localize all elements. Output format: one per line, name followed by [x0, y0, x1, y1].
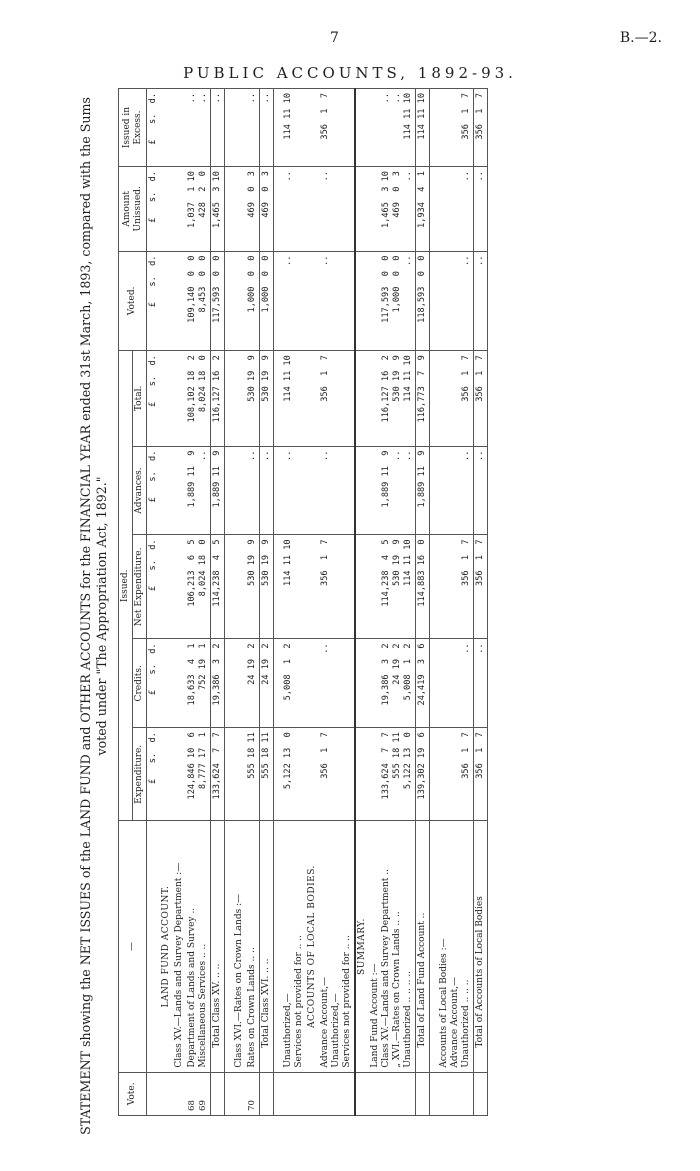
- empty-cell: [306, 251, 319, 351]
- amount-cell: 5,122 13 0: [282, 728, 306, 821]
- amount-cell: ..: [474, 251, 488, 351]
- vote-number: [260, 1072, 274, 1115]
- empty-cell: [355, 535, 369, 639]
- section-heading: ACCOUNTS OF LOCAL BODIES.: [306, 821, 319, 1072]
- amount-cell: ..: [438, 251, 474, 351]
- row-label: Total of Land Fund Account ..: [416, 821, 430, 1072]
- amount-cell: [233, 446, 246, 535]
- spacer-cell: [274, 728, 283, 821]
- amount-cell: ..: [282, 446, 306, 535]
- amount-cell: ..: [246, 89, 260, 167]
- amount-cell: 356 1 7: [474, 535, 488, 639]
- vote-cell: [306, 1072, 319, 1115]
- row-label: Accounts of Local Bodies :— Advance Account,— Unauthorized .. .. ..: [438, 821, 474, 1072]
- amount-cell: [173, 351, 186, 446]
- vote-number: [369, 1072, 416, 1115]
- row-label: Department of Lands and Survey .. Miscellaneous Services .. ..: [186, 821, 211, 1072]
- page-title: PUBLIC ACCOUNTS, 1892-93.: [183, 64, 517, 82]
- voted-header: Voted.: [119, 251, 147, 351]
- amount-cell: 116,127 16 2 530 19 9 114 11 10: [369, 351, 416, 446]
- spacer-cell: [225, 1072, 234, 1115]
- table-row: [233, 89, 246, 1116]
- amount-cell: [173, 167, 186, 251]
- amount-cell: 114 11 10: [282, 351, 306, 446]
- amount-cell: 109,140 0 0 8,453 0 0: [186, 251, 211, 351]
- spacer-cell: [225, 728, 234, 821]
- amount-cell: ..: [474, 167, 488, 251]
- amount-cell: 356 1 7: [438, 535, 474, 639]
- spacer-cell: [225, 446, 234, 535]
- amount-cell: ..: [260, 89, 274, 167]
- page-reference: B.—2.: [619, 30, 662, 46]
- amount-cell: 530 19 9: [260, 351, 274, 446]
- amount-cell: ..: [474, 446, 488, 535]
- section-heading-row: [355, 89, 369, 1116]
- empty-cell: [160, 351, 173, 446]
- rotated-statement: [78, 88, 688, 1135]
- table-row: [438, 89, 474, 1116]
- amount-cell: 124,846 10 6 8,777 17 1: [186, 728, 211, 821]
- amount-cell: 106,213 6 5 8,024 18 0: [186, 535, 211, 639]
- amount-cell: 139,302 19 6: [416, 728, 430, 821]
- amount-cell: ..: [282, 251, 306, 351]
- amount-cell: 356 1 7: [438, 89, 474, 167]
- section-heading: SUMMARY.: [355, 821, 369, 1072]
- vote-number: [438, 1072, 474, 1115]
- amount-cell: 555 18 11: [260, 728, 274, 821]
- empty-cell: [355, 446, 369, 535]
- spacer-cell: [430, 167, 439, 251]
- amount-cell: 1,889 11 9: [416, 446, 430, 535]
- statement-heading: STATEMENT showing the NET ISSUES of the LAND FUND and OTHER ACCOUNTS for the FINANCIAL YEAR ended 31st March, 1893, compared with the Sums voted under "The Appropriation Act, 1892.": [78, 97, 109, 1135]
- spacer-cell: [430, 446, 439, 535]
- empty-cell: [355, 251, 369, 351]
- amount-cell: 18,633 4 1 752 19 1: [186, 639, 211, 728]
- amount-cell: [233, 89, 246, 167]
- spacer-cell: [225, 251, 234, 351]
- amount-cell: 116,773 7 9: [416, 351, 430, 446]
- amount-cell: 114 11 10: [282, 89, 306, 167]
- spacer-cell: [225, 535, 234, 639]
- section-heading-row: [160, 89, 173, 1116]
- spacer-cell: [225, 351, 234, 446]
- row-label: Class XV.—Lands and Survey Department :—: [173, 821, 186, 1072]
- amount-cell: 1,465 3 10 469 0 3 ..: [369, 167, 416, 251]
- empty-cell: [160, 728, 173, 821]
- amount-cell: 1,889 11 9 .. ..: [369, 446, 416, 535]
- advances-header: Advances.: [133, 446, 147, 535]
- amount-cell: 114,238 4 5 530 19 9 114 11 10: [369, 535, 416, 639]
- vote-number: [416, 1072, 430, 1115]
- spacer-cell: [430, 1072, 439, 1115]
- amount-cell: 356 1 7: [319, 89, 355, 167]
- amount-cell: ..: [319, 639, 355, 728]
- amount-cell: [233, 535, 246, 639]
- spacer-cell: [430, 821, 439, 1072]
- row-label: Class XVI.—Rates on Crown Lands :—: [233, 821, 246, 1072]
- amount-cell: 114,238 4 5: [211, 535, 225, 639]
- amount-cell: [233, 351, 246, 446]
- empty-cell: [306, 351, 319, 446]
- empty-cell: [306, 446, 319, 535]
- amount-cell: 5,008 1 2: [282, 639, 306, 728]
- vote-number: 68 69: [186, 1072, 211, 1115]
- spacer-cell: [274, 535, 283, 639]
- expenditure-header: Expenditure.: [133, 728, 147, 821]
- amount-cell: 1,889 11 9 ..: [186, 446, 211, 535]
- amount-cell: 1,465 3 10: [211, 167, 225, 251]
- amount-cell: 24 19 2: [260, 639, 274, 728]
- spacer-cell: [430, 251, 439, 351]
- amount-cell: .. ..: [186, 89, 211, 167]
- spacer-cell: [274, 351, 283, 446]
- spacer-row: [430, 89, 439, 1116]
- total-row: [416, 89, 430, 1116]
- spacer-cell: [274, 167, 283, 251]
- amount-cell: 356 1 7: [319, 728, 355, 821]
- amount-cell: 1,037 1 10 428 2 0: [186, 167, 211, 251]
- amount-cell: .. .. 114 11 10: [369, 89, 416, 167]
- amount-cell: [233, 728, 246, 821]
- currency-label: £ s. d.: [147, 535, 161, 639]
- amount-cell: ..: [319, 446, 355, 535]
- issued-header: Issued.: [119, 351, 133, 821]
- empty-cell: [355, 351, 369, 446]
- currency-label: £ s. d.: [147, 446, 161, 535]
- amount-cell: ..: [474, 639, 488, 728]
- row-label: Rates on Crown Lands .. ..: [246, 821, 260, 1072]
- amount-cell: [233, 167, 246, 251]
- vote-number: [173, 1072, 186, 1115]
- total-row: [211, 89, 225, 1116]
- amount-cell: ..: [438, 446, 474, 535]
- empty-cell: [306, 728, 319, 821]
- row-label: Advance Account,— Unauthorized,— Services not provided for .. ..: [319, 821, 355, 1072]
- empty-cell: [306, 167, 319, 251]
- currency-row: [147, 89, 161, 1116]
- amount-cell: [173, 639, 186, 728]
- spacer-cell: [225, 639, 234, 728]
- credits-header: Credits.: [133, 639, 147, 728]
- currency-label: £ s. d.: [147, 728, 161, 821]
- amount-cell: 1,000 0 0: [246, 251, 260, 351]
- amount-cell: [173, 251, 186, 351]
- spacer-cell: [430, 89, 439, 167]
- row-label: Total Class XV. .. ..: [211, 821, 225, 1072]
- empty-cell: [160, 446, 173, 535]
- vote-number: [474, 1072, 488, 1115]
- amount-cell: 133,624 7 7 555 18 11 5,122 13 0: [369, 728, 416, 821]
- amount-cell: 108,102 18 2 8,024 18 0: [186, 351, 211, 446]
- amount-cell: 356 1 7: [474, 351, 488, 446]
- table-body: [147, 89, 488, 1116]
- spacer-row: [225, 89, 234, 1116]
- empty-cell: [355, 728, 369, 821]
- empty-cell: [160, 639, 173, 728]
- amount-cell: [173, 535, 186, 639]
- amount-cell: 1,889 11 9: [211, 446, 225, 535]
- empty-cell: [306, 639, 319, 728]
- amount-cell: 114 11 10: [282, 535, 306, 639]
- amount-cell: 530 19 9: [260, 535, 274, 639]
- description-header: —: [119, 821, 147, 1072]
- table-row: [246, 89, 260, 1116]
- amount-cell: 1,934 4 1: [416, 167, 430, 251]
- section-heading: LAND FUND ACCOUNT.: [160, 821, 173, 1072]
- table-row: [369, 89, 416, 1116]
- empty-cell: [355, 167, 369, 251]
- spacer-cell: [274, 821, 283, 1072]
- issued-in-excess-header: Issued in Excess.: [119, 89, 147, 167]
- section-heading-row: [306, 89, 319, 1116]
- spacer-cell: [274, 89, 283, 167]
- amount-cell: 530 19 9: [246, 535, 260, 639]
- vote-number: 70: [246, 1072, 260, 1115]
- empty-cell: [306, 535, 319, 639]
- amount-cell: 469 0 3: [260, 167, 274, 251]
- amount-cell: [233, 251, 246, 351]
- vote-number: [233, 1072, 246, 1115]
- amount-cell: 530 19 9: [246, 351, 260, 446]
- spacer-cell: [225, 167, 234, 251]
- amount-cell: 356 1 7: [319, 535, 355, 639]
- table-row: [282, 89, 306, 1116]
- spacer-cell: [430, 728, 439, 821]
- spacer-cell: [274, 1072, 283, 1115]
- amount-cell: 133,624 7 7: [211, 728, 225, 821]
- amount-cell: 117,593 0 0: [211, 251, 225, 351]
- page-number: 7: [330, 30, 339, 46]
- currency-label: £ s. d.: [147, 639, 161, 728]
- row-label: Unauthorized,— Services not provided for .. ..: [282, 821, 306, 1072]
- vote-header: Vote.: [119, 1072, 147, 1115]
- amount-cell: [173, 89, 186, 167]
- amount-cell: 356 1 7: [438, 351, 474, 446]
- amount-cell: 118,593 0 0: [416, 251, 430, 351]
- vote-cell: [355, 1072, 369, 1115]
- currency-label: £ s. d.: [147, 251, 161, 351]
- amount-cell: ..: [319, 251, 355, 351]
- empty-cell: [160, 167, 173, 251]
- accounts-table: [118, 88, 488, 1116]
- spacer-cell: [225, 821, 234, 1072]
- amount-cell: 24,419 3 6: [416, 639, 430, 728]
- spacer-cell: [274, 639, 283, 728]
- amount-cell: [233, 639, 246, 728]
- vote-number: [282, 1072, 306, 1115]
- amount-cell: 356 1 7: [319, 351, 355, 446]
- row-label: Total of Accounts of Local Bodies: [474, 821, 488, 1072]
- amount-cell: ..: [246, 446, 260, 535]
- total-row: [260, 89, 274, 1116]
- amount-cell: 114 11 10: [416, 89, 430, 167]
- amount-cell: 114,883 16 0: [416, 535, 430, 639]
- amount-cell: 19,386 3 2 24 19 2 5,008 1 2: [369, 639, 416, 728]
- amount-cell: 356 1 7: [474, 89, 488, 167]
- vote-number: [211, 1072, 225, 1115]
- vote-cell: [160, 1072, 173, 1115]
- spacer-cell: [225, 89, 234, 167]
- amount-cell: 356 1 7: [438, 728, 474, 821]
- amount-cell: ..: [260, 446, 274, 535]
- spacer-cell: [274, 251, 283, 351]
- row-label: Land Fund Account :— Class XV.—Lands and Survey Department .. „ XVI.—Rates on Crown Lands .. .. Unauthorized .. .. .. ..: [369, 821, 416, 1072]
- amount-cell: [173, 446, 186, 535]
- table-row: [319, 89, 355, 1116]
- amount-cell: 19,386 3 2: [211, 639, 225, 728]
- amount-cell: 356 1 7: [474, 728, 488, 821]
- amount-cell: ..: [319, 167, 355, 251]
- amount-cell: [173, 728, 186, 821]
- currency-label: £ s. d.: [147, 167, 161, 251]
- spacer-cell: [430, 535, 439, 639]
- empty-cell: [355, 639, 369, 728]
- table-row: [186, 89, 211, 1116]
- total-header: Total.: [133, 351, 147, 446]
- empty-cell: [355, 89, 369, 167]
- empty-cell: [306, 89, 319, 167]
- amount-unissued-header: Amount Unissued.: [119, 167, 147, 251]
- spacer-cell: [430, 351, 439, 446]
- currency-label: £ s. d.: [147, 89, 161, 167]
- net-expenditure-header: Net Expenditure.: [133, 535, 147, 639]
- spacer-cell: [274, 446, 283, 535]
- amount-cell: 469 0 3: [246, 167, 260, 251]
- vote-number: [319, 1072, 355, 1115]
- amount-cell: 555 18 11: [246, 728, 260, 821]
- amount-cell: 1,000 0 0: [260, 251, 274, 351]
- empty-cell: [160, 251, 173, 351]
- table-row: [173, 89, 186, 1116]
- amount-cell: ..: [438, 167, 474, 251]
- amount-cell: ..: [438, 639, 474, 728]
- row-label: Total Class XVI. .. ..: [260, 821, 274, 1072]
- currency-label: £ s. d.: [147, 351, 161, 446]
- amount-cell: 116,127 16 2: [211, 351, 225, 446]
- spacer-row: [274, 89, 283, 1116]
- total-row: [474, 89, 488, 1116]
- amount-cell: ..: [211, 89, 225, 167]
- amount-cell: 117,593 0 0 1,000 0 0 ..: [369, 251, 416, 351]
- empty-cell: [160, 535, 173, 639]
- empty-cell: [160, 89, 173, 167]
- spacer-cell: [430, 639, 439, 728]
- amount-cell: 24 19 2: [246, 639, 260, 728]
- amount-cell: ..: [282, 167, 306, 251]
